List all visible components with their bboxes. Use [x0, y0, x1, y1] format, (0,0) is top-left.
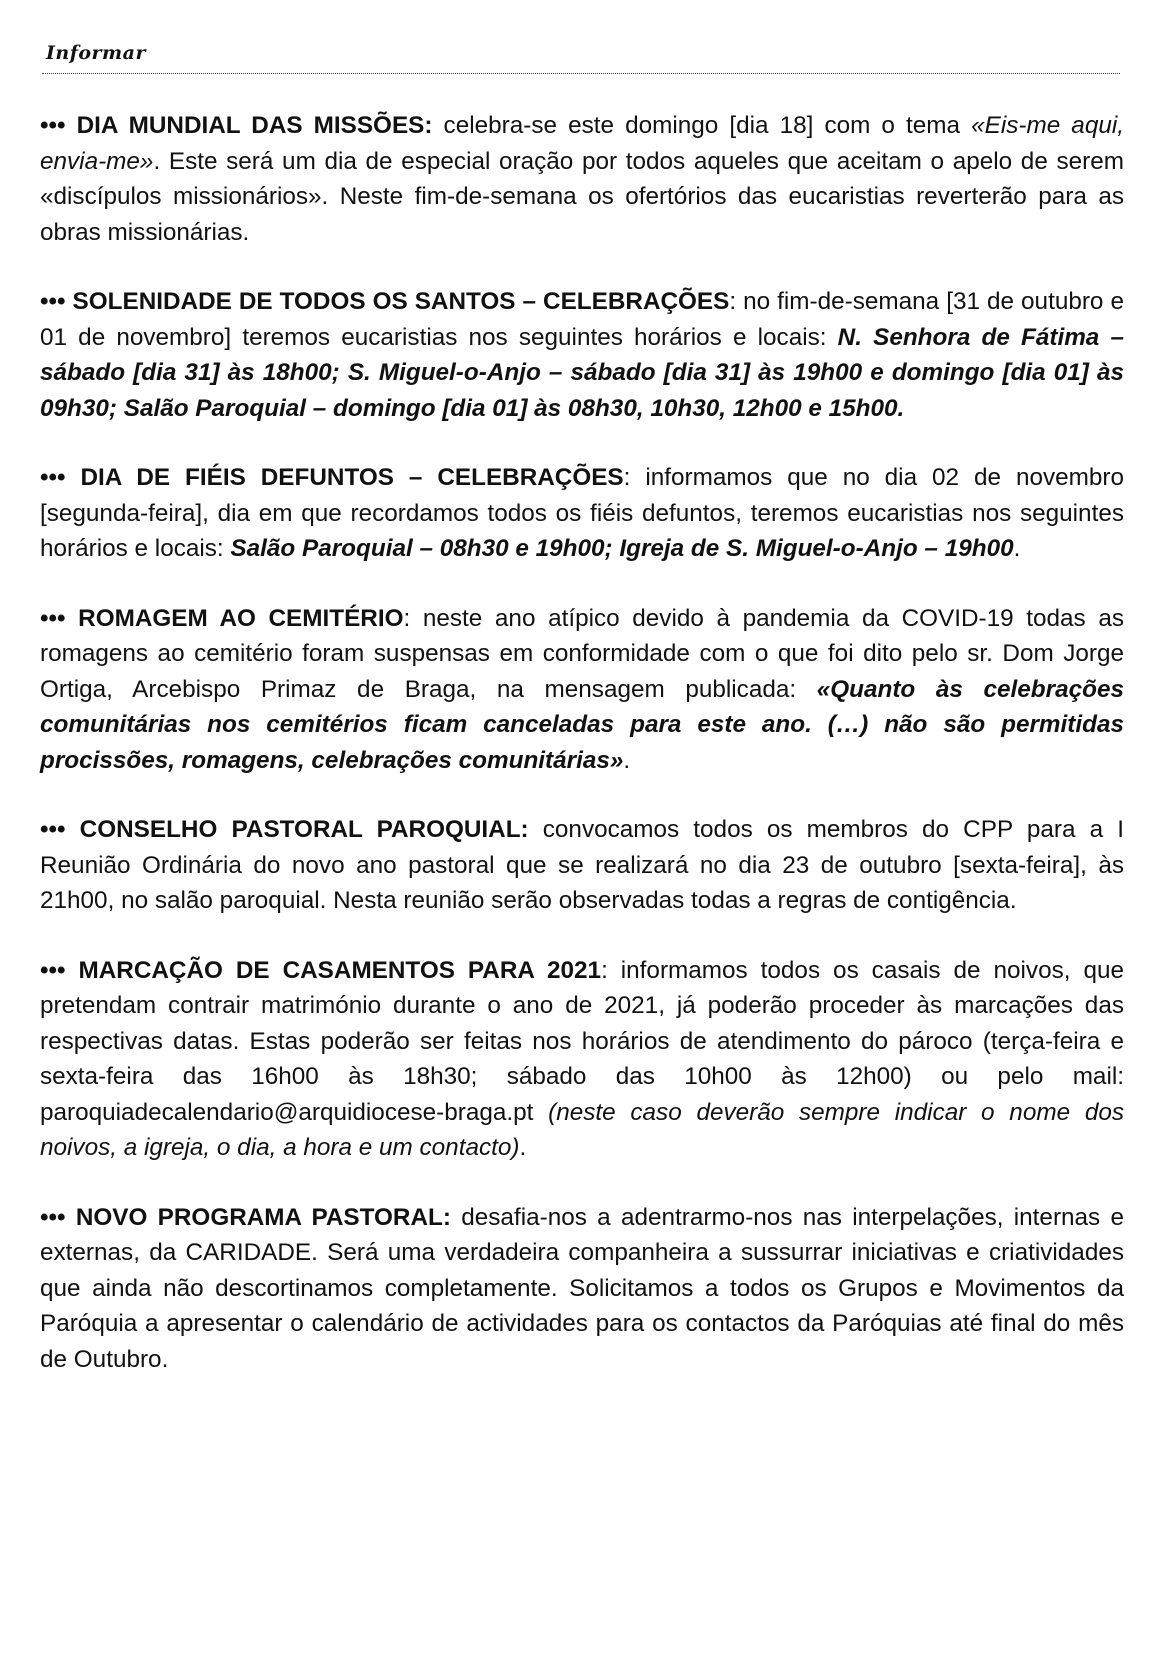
- notice-bullet: •••: [40, 816, 66, 843]
- notices-list: [40, 108, 1124, 1411]
- notice-casamentos-2021: [40, 953, 1124, 1166]
- notice-bullet: •••: [40, 288, 66, 315]
- header-title: Informar: [46, 42, 146, 64]
- header-divider: [42, 73, 1120, 74]
- notice-romagem-cemiterio: [40, 601, 1124, 779]
- notice-bullet: •••: [40, 464, 66, 491]
- notice-text: convocamos todos os membros do CPP para a I Reunião Ordinária do novo ano pastoral que se realizará no dia 23 de outubro [sexta-feira], às 21h00, no salão paroquial. Nesta reunião serão observadas todas a regras de contigência.: [40, 816, 1124, 914]
- notice-note: (neste caso deverão sempre indicar o nome dos noivos, a igreja, o dia, a hora e um contacto): [40, 1098, 1124, 1161]
- notice-fieis-defuntos: [40, 460, 1124, 567]
- notice-text: : neste ano atípico devido à pandemia da COVID-19 todas as romagens ao cemitério foram suspensas em conformidade com o que foi dito pelo sr. Dom Jorge Ortiga, Arcebispo Primaz de Braga, na mensagem publicada:: [40, 604, 1124, 703]
- notice-text: : informamos todos os casais de noivos, que pretendam contrair matrimónio durante o ano de 2021, já poderão proceder às marcações das respectivas datas. Estas poderão ser feitas nos horários de atendimento do pároco (terça-feira e sexta-feira das 16h00 às 18h30; sábado das 10h00 às 12h00) ou pelo mail:: [40, 956, 1124, 1090]
- notice-title: CONSELHO PASTORAL PAROQUIAL:: [79, 816, 529, 843]
- contact-email: paroquiadecalendario@arquidiocese-braga.pt: [40, 1098, 534, 1126]
- notice-novo-programa-pastoral: [40, 1200, 1124, 1378]
- notice-text: desafia-nos a adentrarmo-nos nas interpelações, internas e externas, da CARIDADE. Será uma verdadeira companheira a sussurrar iniciativas e criatividades que ainda não descortinamos completamente. Solicitamos a todos os Grupos e Movimentos da Paróquia a apresentar o calendário de actividades para os contactos da Paróquias até final do mês de Outubro.: [40, 1203, 1125, 1373]
- notice-text: .: [623, 746, 631, 774]
- notice-bullet: •••: [40, 112, 66, 139]
- notice-title: DIA DE FIÉIS DEFUNTOS – CELEBRAÇÕES: [80, 464, 624, 491]
- notice-text: celebra-se este domingo [dia 18] com o tema: [432, 112, 972, 139]
- notice-schedule: N. Senhora de Fátima – sábado [dia 31] às 18h00; S. Miguel-o-Anjo – sábado [dia 31] às 19h00 e domingo [dia 01] às 09h30; Salão Paroquial – domingo [dia 01] às 08h30, 10h30, 12h00 e 15h00.: [40, 323, 1124, 422]
- notice-title: NOVO PROGRAMA PASTORAL:: [75, 1203, 451, 1231]
- notice-title: DIA MUNDIAL DAS MISSÕES:: [76, 112, 433, 139]
- notice-text: .: [1013, 535, 1021, 562]
- notice-bullet: •••: [40, 956, 66, 984]
- notice-text: .: [519, 1134, 527, 1161]
- notice-theme: «Eis-me aqui, envia-me»: [40, 112, 1124, 175]
- page-header: [42, 40, 1120, 76]
- notice-text: . Este será um dia de especial oração por todos aqueles que aceitam o apelo de serem «discípulos missionários». Neste fim-de-semana os ofertórios das eucaristias reverterão para as obras missionárias.: [40, 147, 1124, 246]
- notice-todos-os-santos: [40, 284, 1124, 426]
- notice-text: : no fim-de-semana [31 de outubro e 01 de novembro] teremos eucaristias nos seguintes horários e locais:: [40, 288, 1124, 351]
- notice-title: SOLENIDADE DE TODOS OS SANTOS – CELEBRAÇÕES: [72, 288, 730, 315]
- notice-title: ROMAGEM AO CEMITÉRIO: [78, 604, 404, 632]
- notice-title: MARCAÇÃO DE CASAMENTOS PARA 2021: [78, 956, 602, 984]
- notice-dia-mundial-missoes: [40, 108, 1124, 250]
- notice-text: : informamos que no dia 02 de novembro [segunda-feira], dia em que recordamos todos os fiéis defuntos, teremos eucaristias nos seguintes horários e locais:: [40, 464, 1124, 562]
- notice-conselho-pastoral: [40, 812, 1124, 919]
- notice-bullet: •••: [40, 604, 66, 632]
- notice-schedule: Salão Paroquial – 08h30 e 19h00; Igreja de S. Miguel-o-Anjo – 19h00: [230, 535, 1014, 562]
- notice-quote: «Quanto às celebrações comunitárias nos cemitérios ficam canceladas para este ano. (…) não são permitidas procissões, romagens, celebrações comunitárias»: [40, 675, 1124, 774]
- notice-bullet: •••: [40, 1203, 66, 1231]
